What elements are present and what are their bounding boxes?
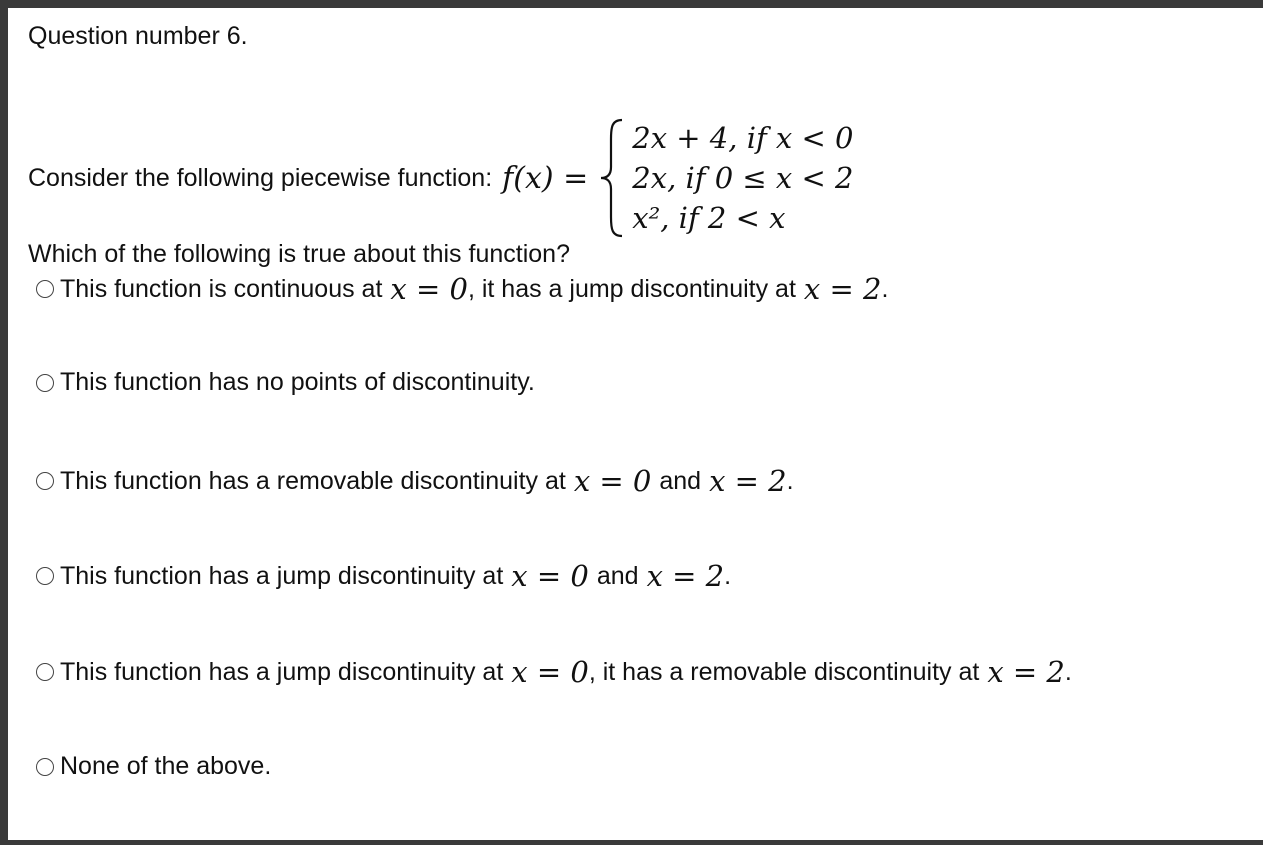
- option-math: x = 0: [390, 272, 468, 306]
- option-text: This function has a jump discontinuity at: [60, 561, 504, 590]
- radio-button[interactable]: [36, 374, 54, 392]
- option-text: This function has a jump discontinuity at: [60, 657, 504, 686]
- answer-option[interactable]: [36, 272, 888, 306]
- option-text: and: [596, 561, 639, 590]
- answer-option[interactable]: [36, 464, 794, 498]
- answer-option[interactable]: [36, 559, 731, 593]
- function-lhs: f(x) =: [502, 160, 589, 196]
- case-row: 2x, if 0 ≤ x < 2: [632, 161, 854, 195]
- piecewise-definition: [28, 116, 853, 240]
- radio-button[interactable]: [36, 280, 54, 298]
- answer-option[interactable]: [36, 752, 271, 781]
- option-text: , it has a removable discontinuity at: [588, 657, 980, 686]
- option-math: x = 0: [511, 559, 589, 593]
- answer-option[interactable]: [36, 368, 535, 397]
- case-row: 2x + 4, if x < 0: [632, 121, 854, 155]
- option-text: This function is continuous at: [60, 274, 383, 303]
- option-text: , it has a jump discontinuity at: [467, 274, 796, 303]
- option-text: and: [659, 466, 702, 495]
- option-text: This function has a removable discontinuity at: [60, 466, 566, 495]
- case-row: x², if 2 < x: [632, 201, 786, 235]
- intro-text: Consider the following piecewise function:: [28, 163, 493, 192]
- option-math: x = 2: [646, 559, 725, 593]
- radio-button[interactable]: [36, 567, 54, 585]
- option-math: x = 2: [709, 464, 787, 498]
- question-number: Question number 6.: [28, 22, 248, 50]
- answer-option[interactable]: [36, 655, 1072, 689]
- radio-button[interactable]: [36, 472, 54, 490]
- option-text: None of the above.: [60, 752, 272, 780]
- option-math: x = 2: [803, 272, 882, 306]
- option-math: x = 0: [573, 464, 652, 498]
- radio-button[interactable]: [36, 663, 54, 681]
- option-text: .: [724, 561, 732, 590]
- piecewise-cases: [632, 118, 853, 238]
- option-text: This function has no points of discontinuity.: [60, 368, 535, 396]
- radio-button[interactable]: [36, 758, 54, 776]
- option-text: .: [1064, 657, 1072, 686]
- option-math: x = 0: [511, 655, 589, 689]
- question-panel: [8, 8, 1263, 840]
- option-math: x = 2: [987, 655, 1065, 689]
- question-prompt: Which of the following is true about this function?: [28, 240, 570, 268]
- option-text: .: [881, 274, 889, 303]
- left-brace-icon: [598, 117, 626, 239]
- option-text: .: [786, 466, 794, 495]
